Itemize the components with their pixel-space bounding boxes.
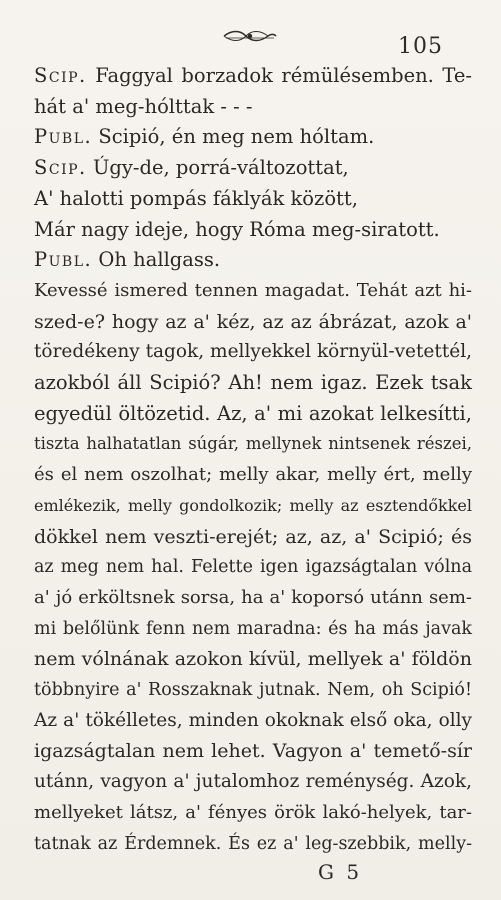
text-line (34, 311, 472, 333)
speaker-label: Scip. (34, 64, 87, 87)
text-line (34, 157, 472, 179)
text-line (34, 96, 472, 118)
speaker-label: Scip. (34, 156, 87, 180)
line-text: Úgy-de, porrá-változottat, (92, 156, 349, 180)
text-line (34, 495, 472, 517)
line-text: Oh hallgass. (98, 248, 221, 272)
line-text: emlékezik, melly gondolkozik; melly az esztendőkkel (34, 495, 472, 515)
line-text: mellyeket látsz, a' fényes örök lakó-helyek, tar- (34, 801, 472, 823)
line-text: töredékeny tagok, mellyekkel környül-vetettél, (34, 341, 472, 363)
line-text: mi belőlünk fenn nem maradna: és ha más javak (34, 618, 472, 639)
text-line (34, 219, 472, 241)
text-line (34, 280, 472, 302)
text-line (34, 433, 472, 455)
line-text: és el nem oszolhat; melly akar, melly ért, melly (34, 464, 472, 486)
text-line (34, 403, 472, 425)
text-line (34, 341, 472, 363)
text-line (34, 740, 472, 762)
text-line (34, 464, 472, 486)
text-line (34, 648, 472, 670)
line-text: szed-e? hogy az a' kéz, az az ábrázat, azok a' (34, 310, 472, 333)
line-text: Scipió, én meg nem hóltam. (98, 125, 375, 149)
text-line (34, 802, 472, 824)
text-line (34, 249, 472, 271)
line-text: utánn, vagyon a' jutalomhoz reménység. Azok, (34, 771, 472, 793)
line-text: Az a' tökélletes, minden okoknak első oka, olly (34, 709, 472, 731)
signature-mark: G 5 (318, 860, 363, 884)
text-line (34, 372, 472, 394)
text-line (34, 710, 472, 732)
line-text: Már nagy ideje, hogy Róma meg-siratott. (34, 217, 440, 241)
line-text: egyedül öltözetid. Az, a' mi azokat lelkesítti, (34, 401, 472, 425)
line-text: a' jó erköltsnek sorsa, ha a' koporsó utánn sem- (34, 586, 472, 608)
text-line (34, 679, 472, 701)
page-number: 105 (398, 34, 443, 59)
text-line (34, 833, 472, 855)
line-text: A' halotti pompás fáklyák között, (34, 186, 358, 210)
line-text: az meg nem hal. Felette igen igazságtalan vólna (34, 557, 472, 578)
speaker-label: Publ. (34, 125, 93, 149)
line-text: tiszta halhatatlan súgár, mellynek nintsenek részei, (34, 434, 472, 454)
line-text: azokból áll Scipió? Ah! nem igaz. Ezek tsak (34, 371, 472, 394)
line-text: hát a' meg-hólttak - - - (34, 94, 253, 118)
line-text: nem vólnának azokon kívül, mellyek a' földön (34, 648, 472, 671)
text-line (34, 65, 472, 87)
line-text: dökkel nem veszti-erejét; az, az, a' Scipió; és (34, 525, 472, 548)
ornament-icon (222, 28, 278, 44)
line-text: többnyire a' Rosszaknak jutnak. Nem, oh Scipió! (34, 680, 472, 700)
line-text: Faggyal borzadok rémülésemben. Te- (95, 64, 472, 87)
line-text: Kevessé ismered tennen magadat. Tehát azt hi- (34, 279, 472, 301)
text-line (34, 188, 472, 210)
speaker-label: Publ. (34, 248, 93, 272)
text-line (34, 771, 472, 793)
text-line (34, 526, 472, 548)
text-line (34, 556, 472, 578)
line-text: igazságtalan nem lehet. Vagyon a' temető-sír (34, 740, 472, 763)
text-line (34, 618, 472, 640)
text-line (34, 587, 472, 609)
line-text: tatnak az Érdemnek. És ez a' leg-szebbik, melly- (34, 833, 472, 854)
text-line (34, 126, 472, 148)
